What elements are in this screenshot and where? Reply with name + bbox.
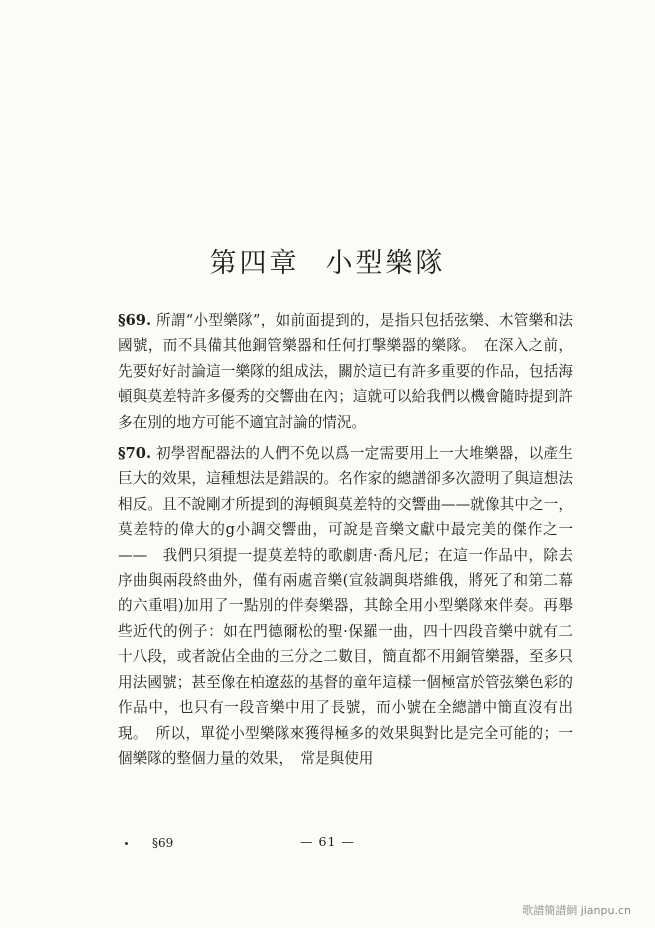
footer-section-mark: §69 (152, 836, 174, 850)
body-text (118, 308, 573, 771)
paragraph-text: 初學習配器法的人們不免以爲一定需要用上一大堆樂器，以產生巨大的效果，這種想法是錯誤的。名作家的總譜卻多次證明了與這想法相反。且不說剛才所提到的海頓與莫差特的交響曲——就像其中之一，莫差特的偉大的g小調交響曲，可說是音樂文獻中最完美的傑作之一—— 我們只須提一提莫差特的歌劇唐·喬凡尼；在這一作品中，除去序曲與兩段終曲外，僅有兩處音樂(宣敍調與塔維俄，將死了和第二幕的六重唱)加用了一點別的伴奏樂器，其餘全用小型樂隊來伴奏。再舉些近代的例子：如在門德爾松的聖·保羅一曲，四十四段音樂中就有二十八段，或者說佔全曲的三分之二數目，簡直都不用銅管樂器，至多只用法國號；甚至像在柏遼茲的基督的童年這樣一個極富於管弦樂色彩的作品中，也只有一段音樂中用了長號，而小號在全總譜中簡直沒有出現。 所以，單從小型樂隊來獲得極多的效果與對比是完全可能的；一個樂隊的整個力量的效果， 常是與使用 (118, 445, 573, 767)
section-marker: §69. (118, 312, 152, 329)
watermark: 歌譜簡譜網 jianpu.cn (522, 904, 631, 917)
page-number: — 61 — (300, 834, 355, 849)
paragraph-text: 所謂“小型樂隊”，如前面提到的，是指只包括弦樂、木管樂和法國號，而不具備其他銅管樂器和任何打擊樂器的樂隊。 在深入之前，先要好好討論這一樂隊的組成法，關於這已有許多重要的作品，包括海頓與莫差特許多優秀的交響曲在內；這就可以給我們以機會隨時提到許多在別的地方可能不適宜討論的情況。 (118, 312, 573, 431)
section-marker: §70. (118, 445, 152, 463)
paragraph-70 (118, 441, 573, 771)
chapter-label: 第四章 (209, 248, 300, 279)
paragraph-69 (118, 308, 573, 435)
chapter-name: 小型樂隊 (325, 248, 446, 279)
chapter-title (0, 246, 655, 282)
